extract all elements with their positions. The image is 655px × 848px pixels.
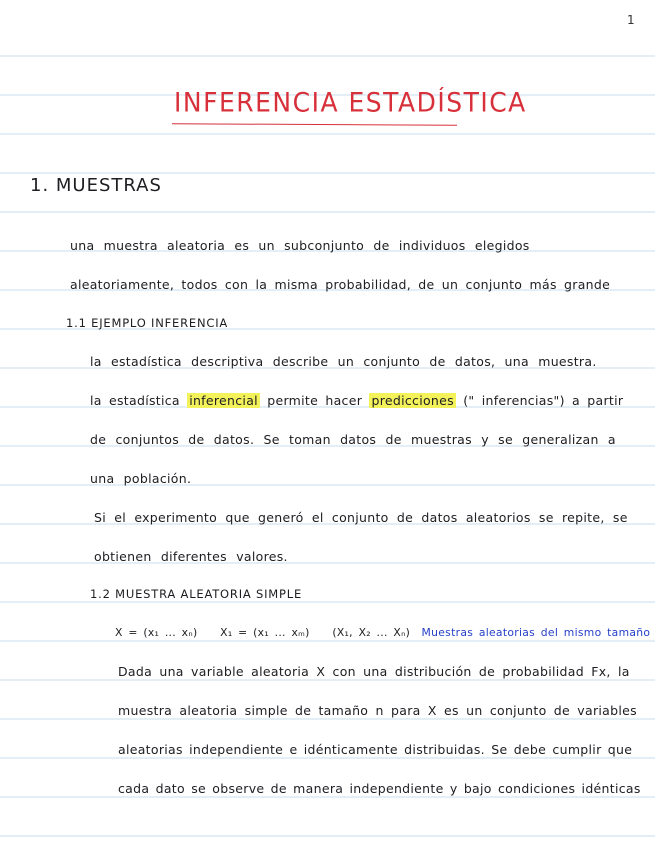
paragraph-line: la estadística descriptiva describe un conjunto de datos, una muestra. xyxy=(90,354,597,369)
text-span: la estadística xyxy=(90,393,180,408)
paragraph-line: una población. xyxy=(90,471,192,486)
page-title: INFERENCIA ESTADÍSTICA xyxy=(174,87,527,118)
paragraph-line: una muestra aleatoria es un subconjunto de individuos elegidos xyxy=(70,238,530,253)
highlighted-word: inferencial xyxy=(189,393,258,408)
paragraph-line: Si el experimento que generó el conjunto de datos aleatorios se repite, se xyxy=(94,510,628,525)
paragraph-line: aleatoriamente, todos con la misma probabilidad, de un conjunto más grande xyxy=(70,277,611,292)
formula-line xyxy=(115,626,650,639)
page-number: 1 xyxy=(627,13,635,27)
section-heading: 1. MUESTRAS xyxy=(30,175,162,196)
paragraph-line: aleatorias independiente e idénticamente distribuidas. Se debe cumplir que xyxy=(118,742,633,757)
text-span: permite hacer xyxy=(267,393,363,408)
formula-note: Muestras aleatorias del mismo tamaño xyxy=(421,626,651,639)
paragraph-line: cada dato se observe de manera independiente y bajo condiciones idénticas xyxy=(118,781,641,796)
paragraph-line: de conjuntos de datos. Se toman datos de muestras y se generalizan a xyxy=(90,432,616,447)
formula-sample: X = (x₁ ... xₙ) xyxy=(115,626,198,639)
paragraph-line: obtienen diferentes valores. xyxy=(94,549,288,564)
paragraph-line: muestra aleatoria simple de tamaño n para X es un conjunto de variables xyxy=(118,703,637,718)
formula-tuple: (X₁, X₂ ... Xₙ) xyxy=(332,626,411,639)
subsection-heading: 1.2 MUESTRA ALEATORIA SIMPLE xyxy=(90,587,303,601)
paragraph-line-highlighted xyxy=(90,393,623,408)
formula-sample: X₁ = (x₁ ... xₘ) xyxy=(220,626,310,639)
text-span: (" inferencias") a partir xyxy=(463,393,624,408)
paragraph-line: Dada una variable aleatoria X con una distribución de probabilidad Fx, la xyxy=(118,664,630,679)
subsection-heading: 1.1 EJEMPLO INFERENCIA xyxy=(66,316,229,330)
highlighted-word: predicciones xyxy=(371,393,454,408)
